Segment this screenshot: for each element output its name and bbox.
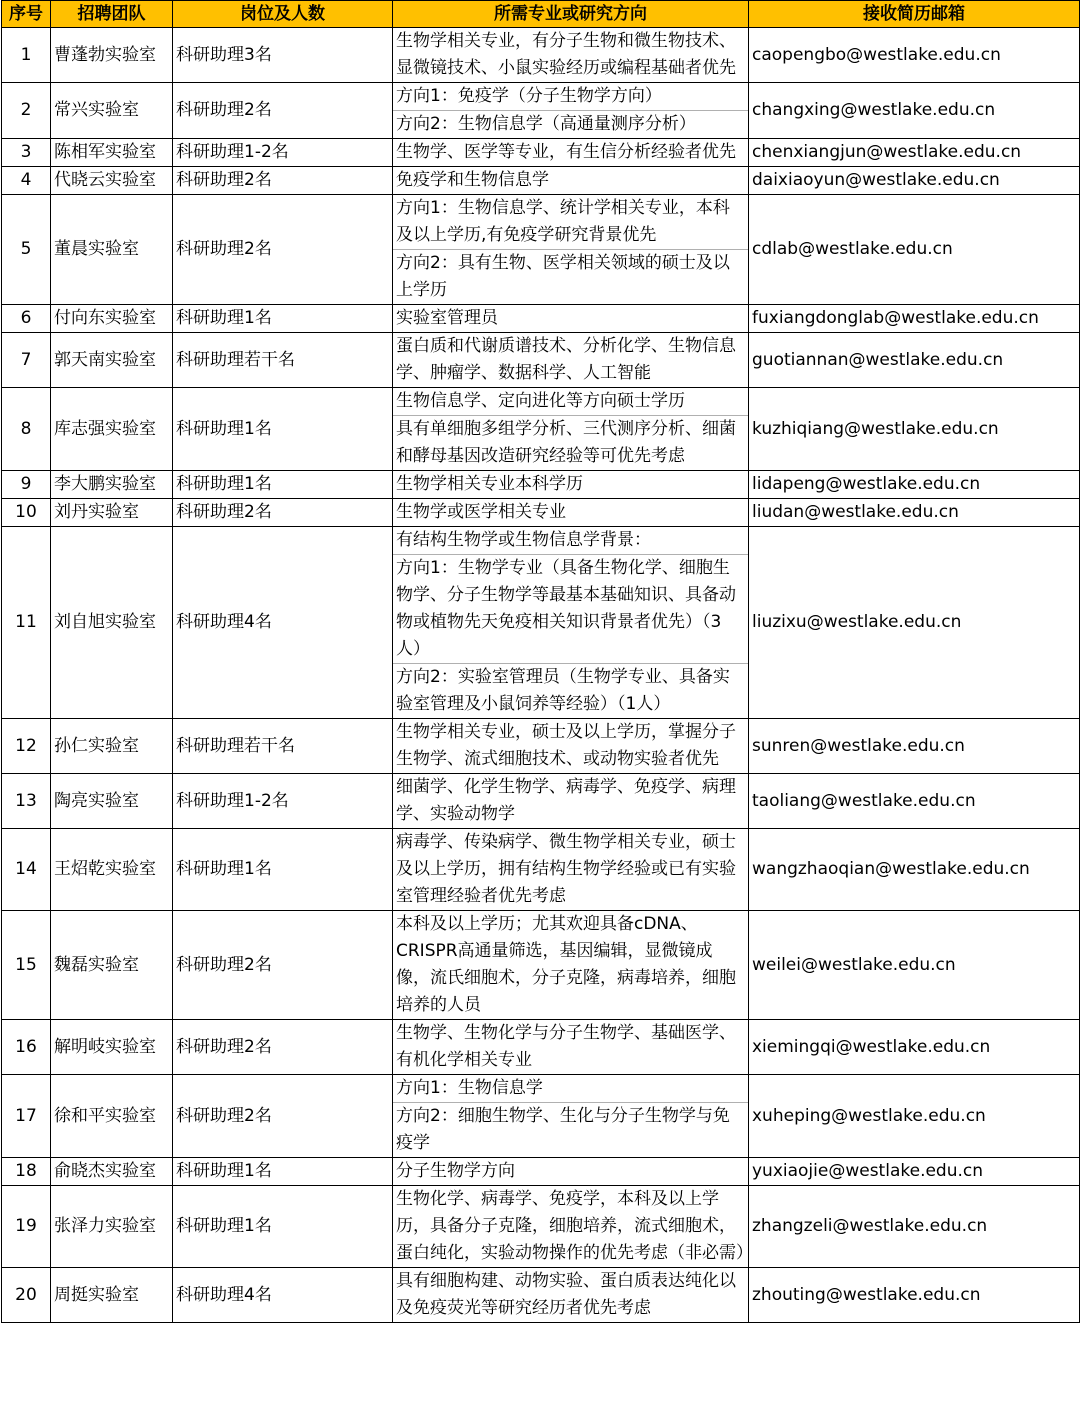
resume-email: lidapeng@westlake.edu.cn <box>749 471 1080 499</box>
requirements-cell <box>393 774 749 829</box>
resume-email: taoliang@westlake.edu.cn <box>749 774 1080 829</box>
requirements-cell <box>393 911 749 1020</box>
table-row <box>2 1186 1080 1268</box>
team-name: 张泽力实验室 <box>51 1186 173 1268</box>
table-row <box>2 829 1080 911</box>
requirements-cell <box>393 471 749 499</box>
table-row <box>2 333 1080 388</box>
requirement-item: 免疫学和生物信息学 <box>396 170 549 190</box>
resume-email: yuxiaojie@westlake.edu.cn <box>749 1158 1080 1186</box>
row-number: 6 <box>2 305 51 333</box>
header-position: 岗位及人数 <box>173 1 393 28</box>
position-count: 科研助理若干名 <box>173 333 393 388</box>
requirement-item: 蛋白质和代谢质谱技术、分析化学、生物信息学、肿瘤学、数据科学、人工智能 <box>396 336 736 383</box>
requirements-cell <box>393 1020 749 1075</box>
resume-email: weilei@westlake.edu.cn <box>749 911 1080 1020</box>
resume-email: liuzixu@westlake.edu.cn <box>749 527 1080 719</box>
team-name: 代晓云实验室 <box>51 167 173 195</box>
requirement-item: 方向2：细胞生物学、生化与分子生物学与免疫学 <box>393 1102 748 1157</box>
team-name: 周挺实验室 <box>51 1268 173 1323</box>
position-count: 科研助理4名 <box>173 527 393 719</box>
requirements-cell <box>393 333 749 388</box>
requirements-cell <box>393 1158 749 1186</box>
row-number: 15 <box>2 911 51 1020</box>
team-name: 陶亮实验室 <box>51 774 173 829</box>
table-row <box>2 388 1080 471</box>
position-count: 科研助理2名 <box>173 1020 393 1075</box>
row-number: 19 <box>2 1186 51 1268</box>
resume-email: liudan@westlake.edu.cn <box>749 499 1080 527</box>
row-number: 10 <box>2 499 51 527</box>
position-count: 科研助理1名 <box>173 471 393 499</box>
requirement-item: 方向1：免疫学（分子生物学方向） <box>396 86 662 106</box>
table-row <box>2 719 1080 774</box>
team-name: 郭天南实验室 <box>51 333 173 388</box>
row-number: 2 <box>2 83 51 139</box>
header-email: 接收简历邮箱 <box>749 1 1080 28</box>
team-name: 解明岐实验室 <box>51 1020 173 1075</box>
row-number: 18 <box>2 1158 51 1186</box>
team-name: 董晨实验室 <box>51 195 173 305</box>
requirement-item: 方向1：生物信息学 <box>396 1078 543 1098</box>
resume-email: chenxiangjun@westlake.edu.cn <box>749 139 1080 167</box>
team-name: 刘丹实验室 <box>51 499 173 527</box>
row-number: 9 <box>2 471 51 499</box>
row-number: 14 <box>2 829 51 911</box>
position-count: 科研助理2名 <box>173 1075 393 1158</box>
team-name: 陈相军实验室 <box>51 139 173 167</box>
requirement-item: 本科及以上学历；尤其欢迎具备cDNA、CRISPR高通量筛选，基因编辑，显微镜成像，流氏细胞术，分子克隆，病毒培养，细胞培养的人员 <box>396 914 736 1015</box>
position-count: 科研助理2名 <box>173 911 393 1020</box>
position-count: 科研助理1名 <box>173 305 393 333</box>
resume-email: caopengbo@westlake.edu.cn <box>749 28 1080 83</box>
table-row <box>2 83 1080 139</box>
position-count: 科研助理1-2名 <box>173 774 393 829</box>
team-name: 李大鹏实验室 <box>51 471 173 499</box>
team-name: 曹蓬勃实验室 <box>51 28 173 83</box>
requirement-item: 有结构生物学或生物信息学背景： <box>396 530 651 550</box>
requirements-cell <box>393 1186 753 1268</box>
position-count: 科研助理1名 <box>173 1158 393 1186</box>
row-number: 16 <box>2 1020 51 1075</box>
team-name: 刘自旭实验室 <box>51 527 173 719</box>
resume-email: guotiannan@westlake.edu.cn <box>749 333 1080 388</box>
requirement-item: 方向2：具有生物、医学相关领域的硕士及以上学历 <box>393 249 748 304</box>
position-count: 科研助理1-2名 <box>173 139 393 167</box>
header-number: 序号 <box>2 1 51 28</box>
table-body <box>2 28 1080 1323</box>
requirements-cell <box>393 1075 749 1158</box>
requirements-cell <box>393 388 749 471</box>
position-count: 科研助理若干名 <box>173 719 393 774</box>
position-count: 科研助理1名 <box>173 1186 393 1268</box>
row-number: 11 <box>2 527 51 719</box>
table-row <box>2 167 1080 195</box>
row-number: 20 <box>2 1268 51 1323</box>
requirement-item: 分子生物学方向 <box>396 1161 515 1181</box>
resume-email: changxing@westlake.edu.cn <box>749 83 1080 139</box>
requirement-item: 具有单细胞多组学分析、三代测序分析、细菌和酵母基因改造研究经验等可优先考虑 <box>393 415 748 470</box>
requirement-item: 病毒学、传染病学、微生物学相关专业，硕士及以上学历，拥有结构生物学经验或已有实验室管理经验者优先考虑 <box>396 832 736 906</box>
team-name: 徐和平实验室 <box>51 1075 173 1158</box>
requirement-item: 实验室管理员 <box>396 308 498 328</box>
table-row <box>2 1075 1080 1158</box>
team-name: 王炤乾实验室 <box>51 829 173 911</box>
resume-email: zhouting@westlake.edu.cn <box>749 1268 1080 1323</box>
resume-email: xiemingqi@westlake.edu.cn <box>749 1020 1080 1075</box>
row-number: 13 <box>2 774 51 829</box>
table-row <box>2 774 1080 829</box>
requirement-item: 方向2：生物信息学（高通量测序分析） <box>393 110 748 138</box>
row-number: 12 <box>2 719 51 774</box>
resume-email: sunren@westlake.edu.cn <box>749 719 1080 774</box>
team-name: 孙仁实验室 <box>51 719 173 774</box>
requirements-cell <box>393 1268 749 1323</box>
table-row <box>2 1158 1080 1186</box>
resume-email: kuzhiqiang@westlake.edu.cn <box>749 388 1080 471</box>
table-row <box>2 911 1080 1020</box>
requirements-cell <box>393 139 749 167</box>
row-number: 4 <box>2 167 51 195</box>
table-row <box>2 471 1080 499</box>
requirements-cell <box>393 195 749 305</box>
requirements-cell <box>393 719 749 774</box>
requirements-cell <box>393 83 749 139</box>
table-row <box>2 499 1080 527</box>
requirement-item: 生物学或医学相关专业 <box>396 502 566 522</box>
resume-email: zhangzeli@westlake.edu.cn <box>749 1186 1080 1268</box>
header-team: 招聘团队 <box>51 1 173 28</box>
requirement-item: 方向1：生物学专业（具备生物化学、细胞生物学、分子生物学等最基本基础知识、具备动物或植物先天免疫相关知识背景者优先）（3人） <box>393 554 748 663</box>
requirements-cell <box>393 305 749 333</box>
requirement-item: 生物信息学、定向进化等方向硕士学历 <box>396 391 685 411</box>
team-name: 魏磊实验室 <box>51 911 173 1020</box>
table-row <box>2 305 1080 333</box>
row-number: 7 <box>2 333 51 388</box>
requirements-cell <box>393 167 749 195</box>
table-row <box>2 195 1080 305</box>
resume-email: cdlab@westlake.edu.cn <box>749 195 1080 305</box>
position-count: 科研助理2名 <box>173 499 393 527</box>
table-row <box>2 1268 1080 1323</box>
table-row <box>2 28 1080 83</box>
requirement-item: 细菌学、化学生物学、病毒学、免疫学、病理学、实验动物学 <box>396 777 736 824</box>
requirement-item: 生物学相关专业，有分子生物和微生物技术、显微镜技术、小鼠实验经历或编程基础者优先 <box>396 31 736 78</box>
table-row <box>2 139 1080 167</box>
position-count: 科研助理2名 <box>173 195 393 305</box>
requirement-item: 生物学相关专业本科学历 <box>396 474 583 494</box>
requirements-cell <box>393 829 749 911</box>
row-number: 3 <box>2 139 51 167</box>
header-requirements: 所需专业或研究方向 <box>393 1 749 28</box>
requirement-item: 生物学、生物化学与分子生物学、基础医学、有机化学相关专业 <box>396 1023 736 1070</box>
team-name: 俞晓杰实验室 <box>51 1158 173 1186</box>
requirements-cell <box>393 28 749 83</box>
recruitment-table <box>1 0 1080 1323</box>
requirement-item: 生物学相关专业，硕士及以上学历，掌握分子生物学、流式细胞技术、或动物实验者优先 <box>396 722 736 769</box>
resume-email: xuheping@westlake.edu.cn <box>749 1075 1080 1158</box>
row-number: 8 <box>2 388 51 471</box>
position-count: 科研助理2名 <box>173 167 393 195</box>
requirement-item: 生物学、医学等专业，有生信分析经验者优先 <box>396 142 736 162</box>
requirements-cell <box>393 527 749 719</box>
team-name: 库志强实验室 <box>51 388 173 471</box>
position-count: 科研助理1名 <box>173 829 393 911</box>
resume-email: daixiaoyun@westlake.edu.cn <box>749 167 1080 195</box>
position-count: 科研助理4名 <box>173 1268 393 1323</box>
team-name: 付向东实验室 <box>51 305 173 333</box>
header-row <box>2 1 1080 28</box>
position-count: 科研助理3名 <box>173 28 393 83</box>
requirement-item: 方向2：实验室管理员（生物学专业、具备实验室管理及小鼠饲养等经验）（1人） <box>393 663 748 718</box>
requirement-item: 生物化学、病毒学、免疫学，本科及以上学历，具备分子克隆，细胞培养，流式细胞术，蛋白纯化，实验动物操作的优先考虑（非必需） <box>396 1189 753 1263</box>
table-row <box>2 527 1080 719</box>
team-name: 常兴实验室 <box>51 83 173 139</box>
row-number: 17 <box>2 1075 51 1158</box>
resume-email: wangzhaoqian@westlake.edu.cn <box>749 829 1080 911</box>
resume-email: fuxiangdonglab@westlake.edu.cn <box>749 305 1080 333</box>
requirements-cell <box>393 499 749 527</box>
requirement-item: 具有细胞构建、动物实验、蛋白质表达纯化以及免疫荧光等研究经历者优先考虑 <box>396 1271 736 1318</box>
row-number: 5 <box>2 195 51 305</box>
requirement-item: 方向1：生物信息学、统计学相关专业，本科及以上学历,有免疫学研究背景优先 <box>396 198 730 245</box>
row-number: 1 <box>2 28 51 83</box>
position-count: 科研助理1名 <box>173 388 393 471</box>
table-row <box>2 1020 1080 1075</box>
position-count: 科研助理2名 <box>173 83 393 139</box>
